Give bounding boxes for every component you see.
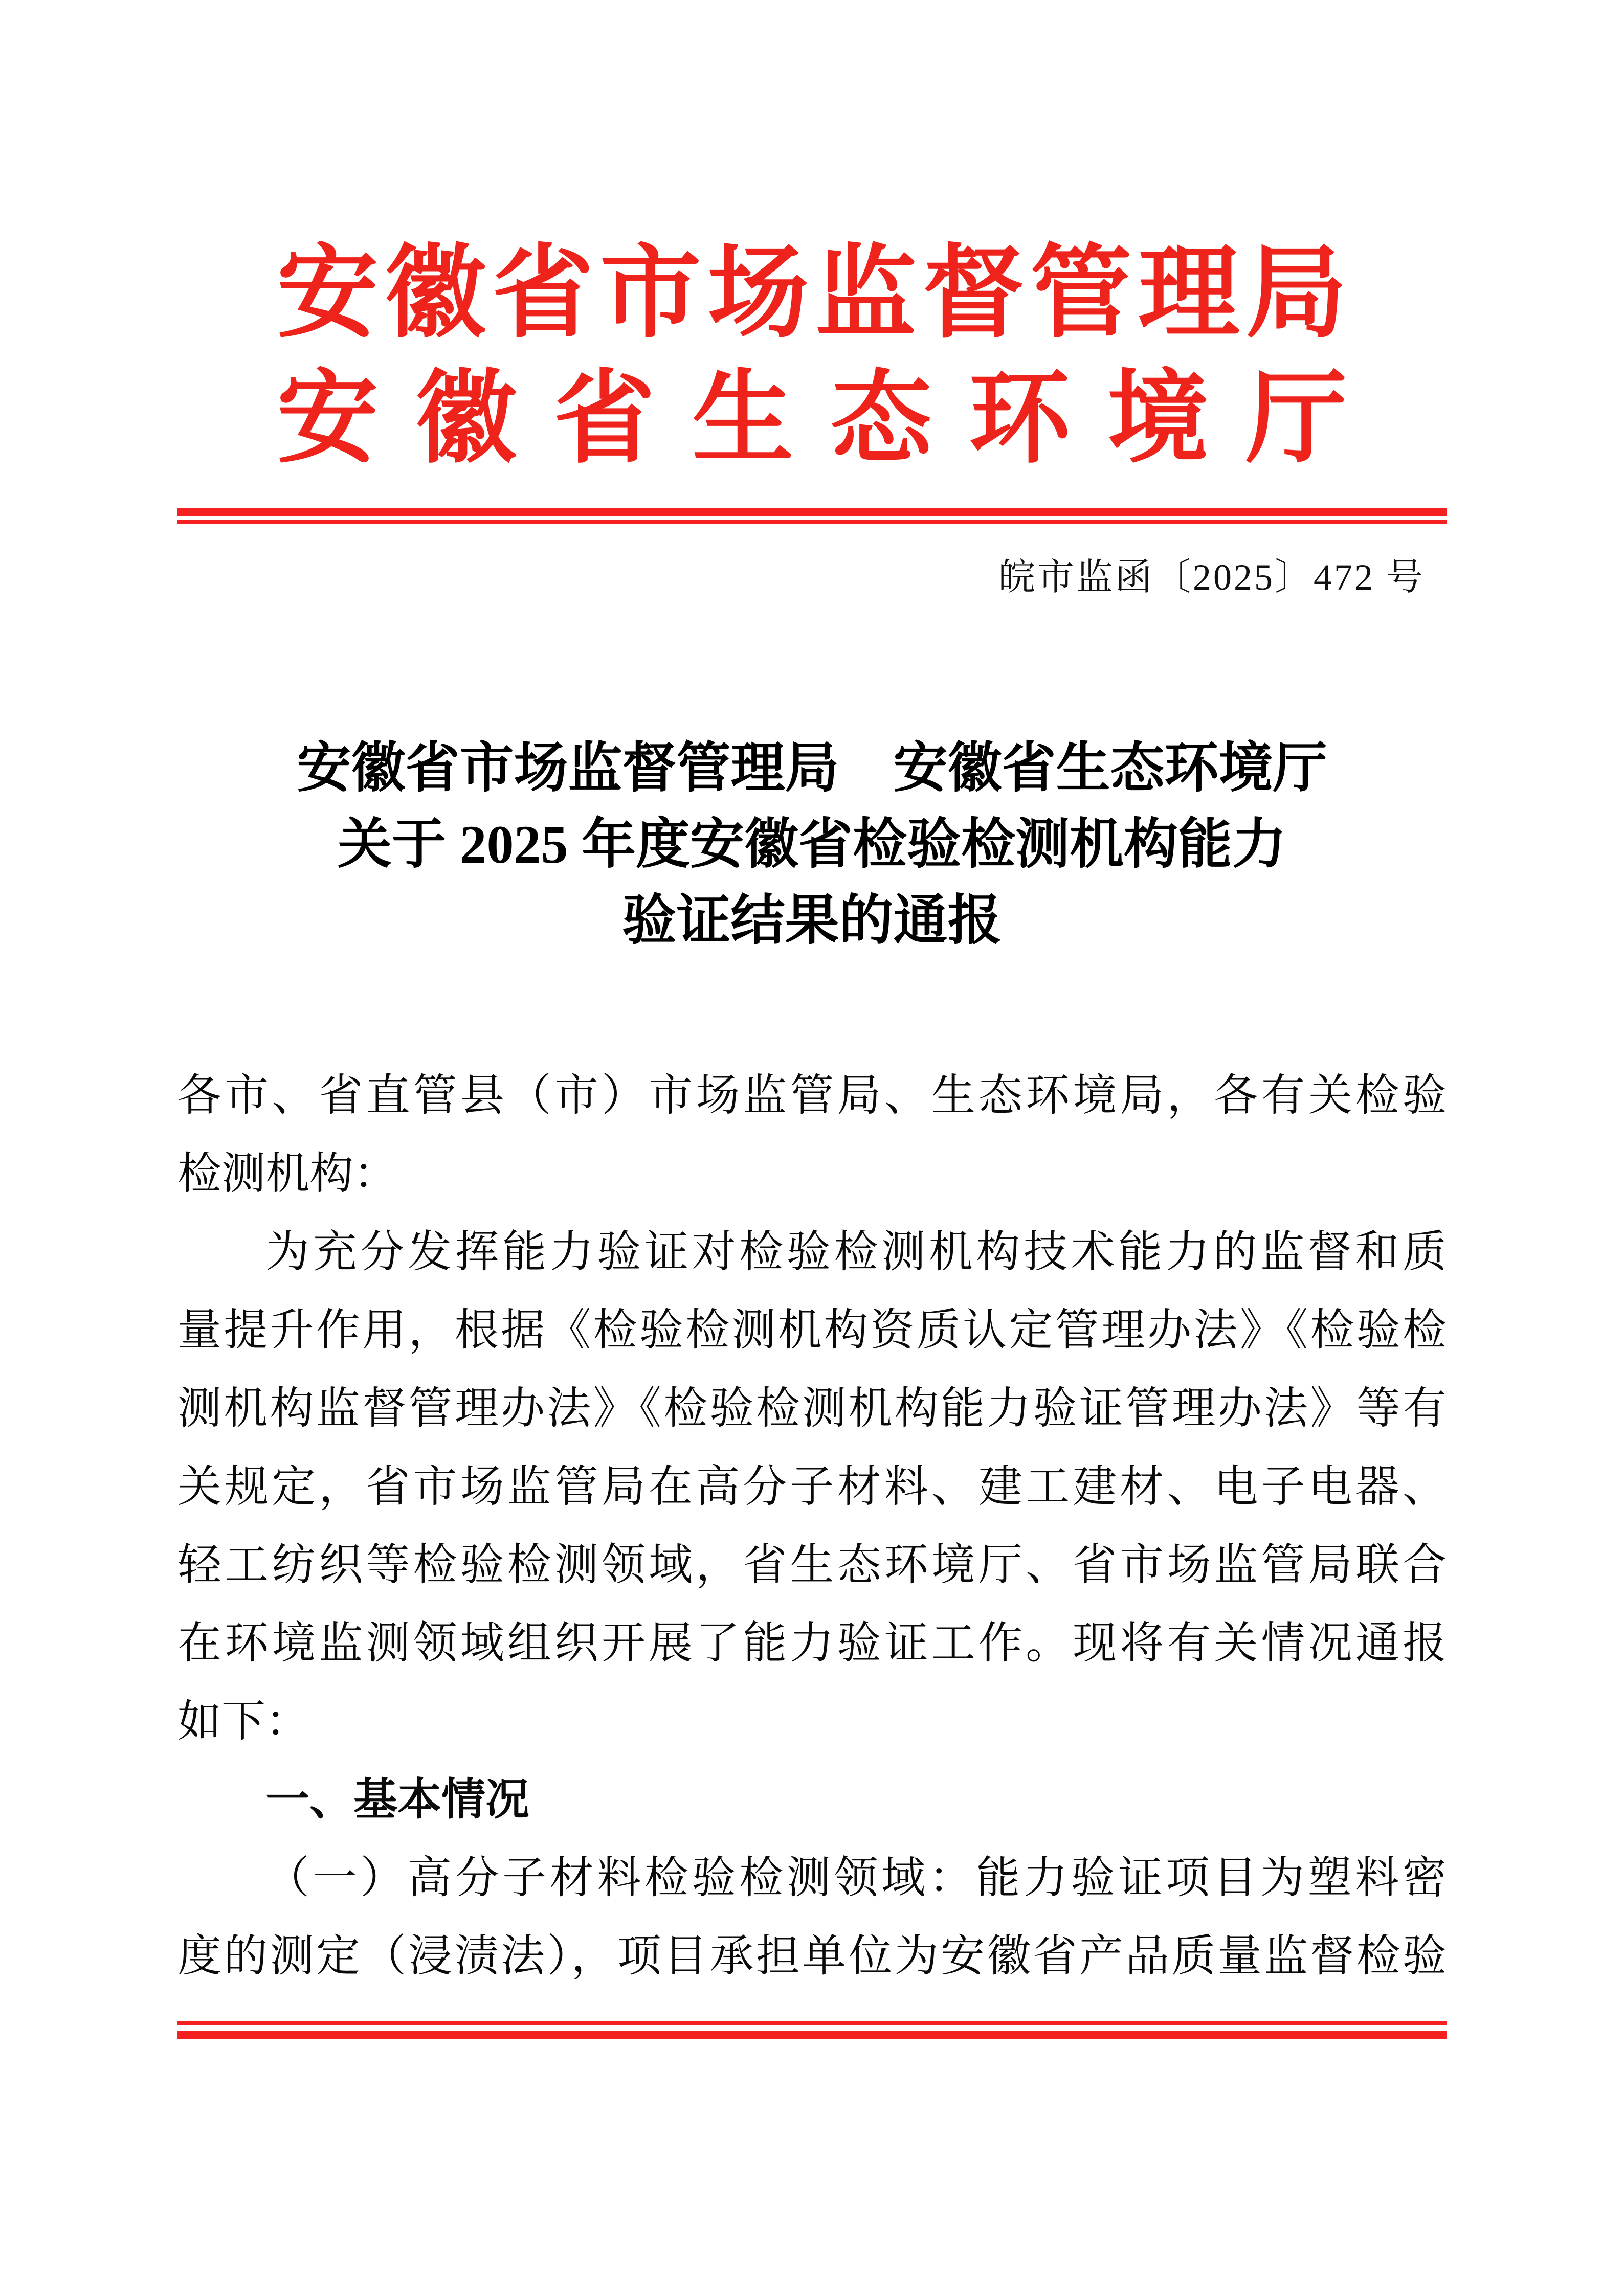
body-line: 度的测定（浸渍法），项目承担单位为安徽省产品质量监督检验	[177, 1931, 1447, 1980]
title-line3: 验证结果的通报	[622, 891, 1002, 951]
body-line: 测机构监督管理办法》《检验检测机构能力验证管理办法》等有	[177, 1384, 1447, 1433]
title-line1: 安徽省市场监督管理局 安徽省生态环境厅	[297, 738, 1327, 798]
body-line: 量提升作用，根据《检验检测机构资质认定管理办法》《检验检	[177, 1305, 1447, 1355]
body-line: 在环境监测领域组织开展了能力验证工作。现将有关情况通报	[177, 1618, 1447, 1668]
body-line: 轻工纺织等检验检测领域，省生态环境厅、省市场监管局联合	[177, 1540, 1447, 1589]
footer-divider-thick	[177, 2031, 1447, 2039]
body-lines	[177, 1056, 1447, 1995]
footer-divider-thin	[177, 2021, 1447, 2025]
body-line: 一、基本情况	[265, 1775, 529, 1824]
header-divider-thick	[177, 508, 1447, 516]
body-line: 关规定，省市场监管局在高分子材料、建工建材、电子电器、	[177, 1462, 1447, 1511]
body-line: （一）高分子材料检验检测领域：能力验证项目为塑料密	[265, 1853, 1447, 1902]
document-number: 皖市监函〔2025〕472 号	[998, 557, 1425, 598]
body-line: 为充分发挥能力验证对检验检测机构技术能力的监督和质	[265, 1227, 1447, 1276]
body-line: 检测机构：	[177, 1149, 397, 1198]
document-title	[177, 730, 1447, 959]
title-line2: 关于 2025 年度安徽省检验检测机构能力	[338, 815, 1286, 874]
header-divider-thin	[177, 520, 1447, 524]
org-name-line1: 安徽省市场监督管理局	[277, 238, 1347, 350]
body-line: 各市、省直管县（市）市场监管局、生态环境局，各有关检验	[177, 1071, 1447, 1120]
red-header-block	[277, 231, 1347, 482]
org-name-line2: 安徽省生态环境厅	[277, 363, 1347, 475]
body-line: 如下：	[177, 1697, 309, 1746]
